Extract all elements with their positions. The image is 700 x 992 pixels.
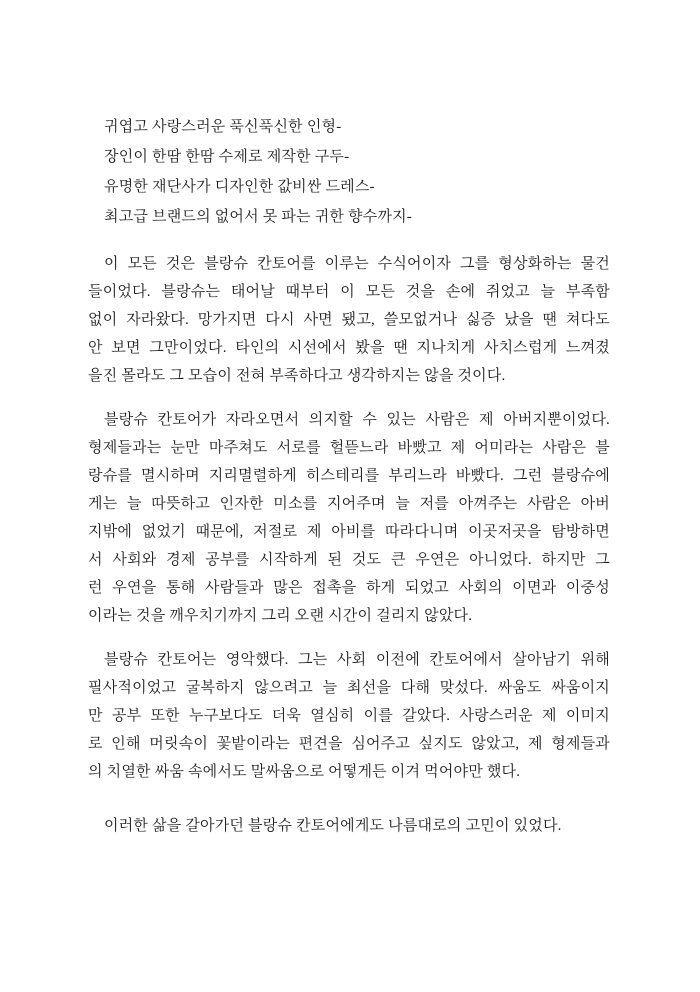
text-line: 이라는 것을 깨우치기까지 그리 오랜 시간이 걸리지 않았다. <box>88 608 473 624</box>
text-line: 이러한 삶을 갈아가던 블랑슈 칸토어에게도 나름대로의 고민이 있었다. <box>104 818 562 834</box>
text-line: 을진 몰라도 그 모습이 전혀 부족하다고 생각하지는 않을 것이다. <box>88 368 506 384</box>
text-line: 로 인해 머릿속이 꽃밭이라는 편견을 심어주고 싶지도 않았고, 제 형제들과 <box>88 736 610 752</box>
text-line: 장인이 한땀 한땀 수제로 제작한 구두- <box>104 149 350 165</box>
text-line: 없이 자라왔다. 망가지면 다시 사면 됐고, 쓸모없거나 싫증 났을 땐 쳐다도 <box>88 312 610 328</box>
text-line: 블랑슈 칸토어는 영악했다. 그는 사회 이전에 칸토어에서 살아남기 위해 <box>104 652 610 668</box>
text-line: 런 우연을 통해 사람들과 많은 접촉을 하게 되었고 사회의 이면과 이중성 <box>88 580 610 596</box>
paragraph <box>88 250 610 390</box>
text-line: 필사적이었고 굴복하지 않으려고 늘 최선을 다해 맞섰다. 싸움도 싸움이지 <box>88 680 610 696</box>
text-line: 형제들과는 눈만 마주쳐도 서로를 헐뜯느라 바빴고 제 어미라는 사람은 블 <box>88 440 610 456</box>
text-line: 안 보면 그만이었다. 타인의 시선에서 봤을 땐 지나치게 사치스럽게 느껴졌 <box>88 340 610 356</box>
paragraph <box>88 812 610 840</box>
text-line: 블랑슈 칸토어가 자라오면서 의지할 수 있는 사람은 제 아버지뿐이었다. <box>104 412 610 428</box>
text-line: 귀엽고 사랑스러운 푹신푹신한 인형- <box>104 119 342 135</box>
text-line: 만 공부 또한 누구보다도 더욱 열심히 이를 갈았다. 사랑스러운 제 이미지 <box>88 708 610 724</box>
text-line: 이 모든 것은 블랑슈 칸토어를 이루는 수식어이자 그를 형상화하는 물건 <box>104 256 610 272</box>
document-text-body <box>88 112 610 856</box>
text-line: 게는 늘 따뜻하고 인자한 미소를 지어주며 늘 저를 아껴주는 사람은 아버 <box>88 496 610 512</box>
text-line: 유명한 재단사가 디자인한 값비싼 드레스- <box>104 179 375 195</box>
paragraph <box>88 646 610 786</box>
text-line: 랑슈를 멸시하며 지리멸렬하게 히스테리를 부리느라 바빴다. 그런 블랑슈에 <box>88 468 610 484</box>
text-line: 지밖에 없었기 때문에, 저절로 제 아비를 따라다니며 이곳저곳을 탐방하면 <box>88 524 610 540</box>
text-line: 최고급 브랜드의 없어서 못 파는 귀한 향수까지- <box>104 209 413 225</box>
verse-block <box>88 112 610 232</box>
paragraph <box>88 406 610 630</box>
text-line: 서 사회와 경제 공부를 시작하게 된 것도 큰 우연은 아니었다. 하지만 그 <box>88 552 610 568</box>
text-line: 들이었다. 블랑슈는 태어날 때부터 이 모든 것을 손에 쥐었고 늘 부족함 <box>88 284 610 300</box>
text-line: 의 치열한 싸움 속에서도 말싸움으로 어떻게든 이겨 먹어야만 했다. <box>88 764 521 780</box>
